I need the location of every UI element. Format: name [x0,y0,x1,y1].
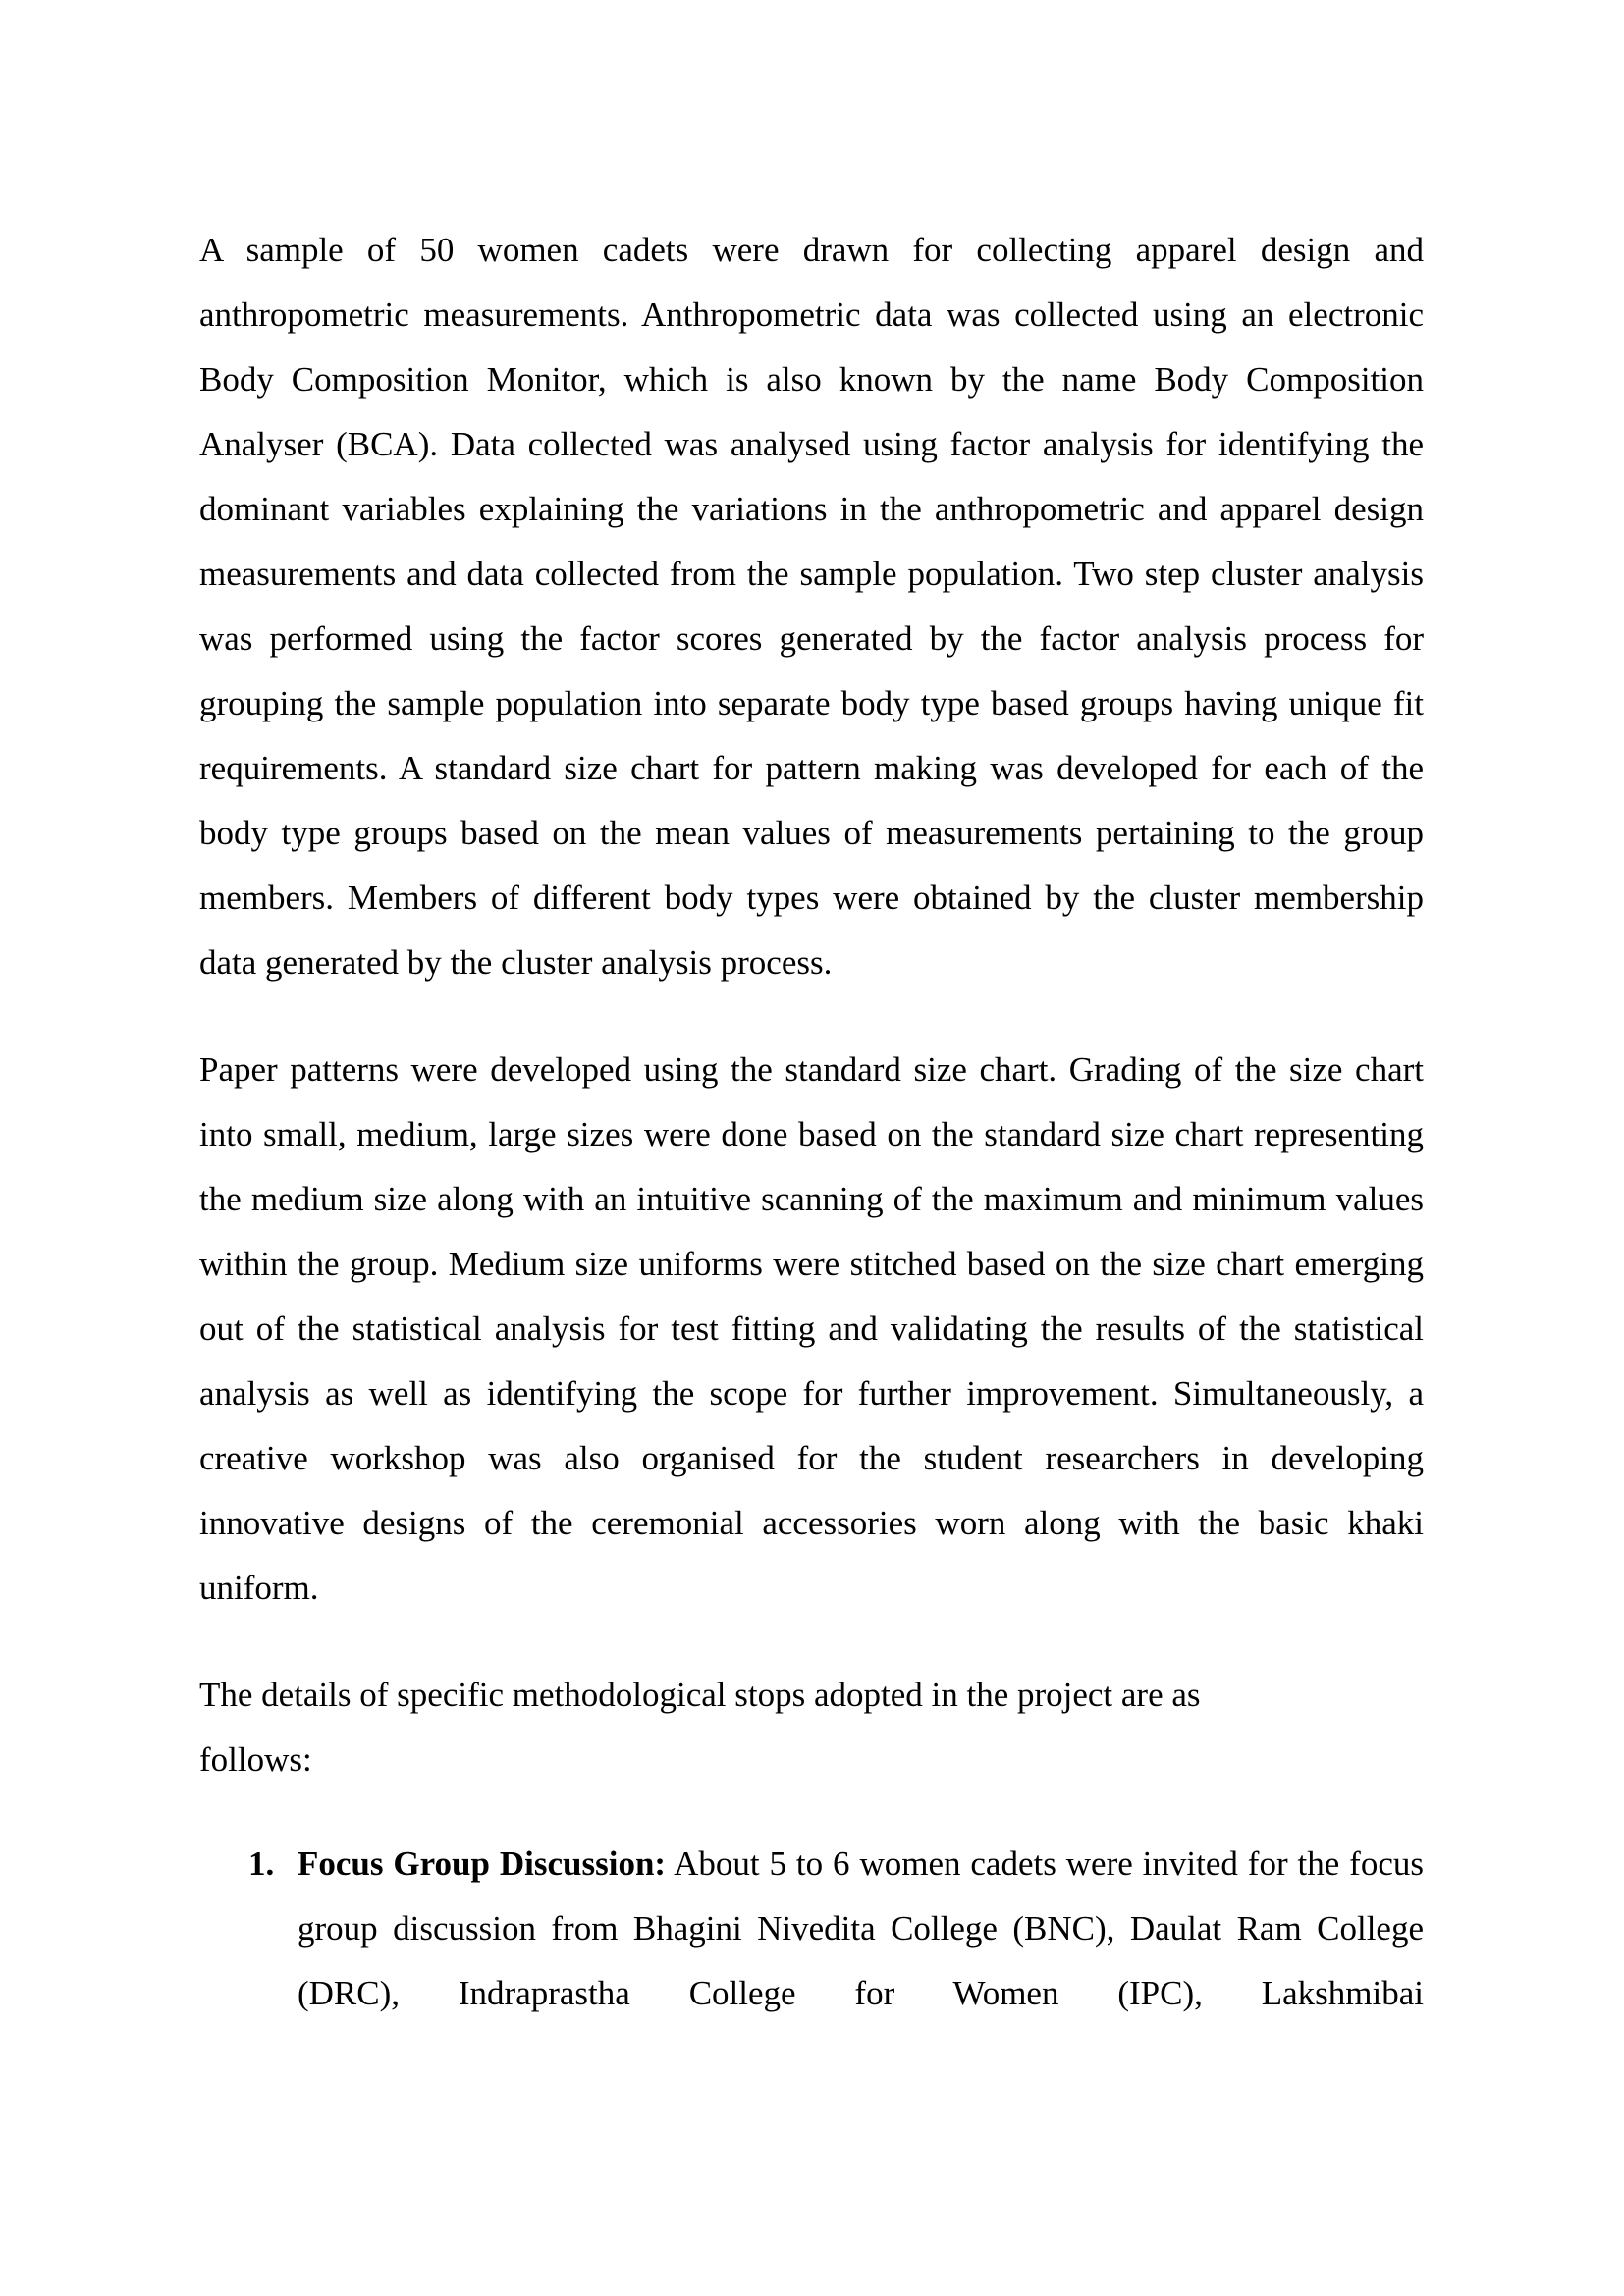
intro-line-1: The details of specific methodological stops adopted in the project are as [199,1676,1201,1714]
list-item-label: Focus Group Discussion: [298,1844,667,1883]
list-item-focus-group [199,1832,1424,2026]
list-item-body [298,1832,1424,2026]
list-item-number: 1. [248,1844,275,1883]
paragraph-paper-patterns: Paper patterns were developed using the standard size chart. Grading of the size chart into small, medium, large sizes were done based on the standard size chart representing the medium size along with an intuitive scanning of the maximum and minimum values within the group. Medium size uniforms were stitched based on the size chart emerging out of the statistical analysis for test fitting and validating the results of the statistical analysis as well as identifying the scope for further improvement. Simultaneously, a creative workshop was also organised for the student researchers in developing innovative designs of the ceremonial accessories worn along with the basic khaki uniform. [199,1050,1424,1607]
paragraph-sample-methodology: A sample of 50 women cadets were drawn for collecting apparel design and anthropometric measurements. Anthropometric data was collected using an electronic Body Composition Monitor, which is also known by the name Body Composition Analyser (BCA). Data collected was analysed using factor analysis for identifying the dominant variables explaining the variations in the anthropometric and apparel design measurements and data collected from the sample population. Two step cluster analysis was performed using the factor scores generated by the factor analysis process for grouping the sample population into separate body type based groups having unique fit requirements. A standard size chart for pattern making was developed for each of the body type groups based on the mean values of measurements pertaining to the group members. Members of different body types were obtained by the cluster membership data generated by the cluster analysis process. [199,231,1424,982]
list-item-text: About 5 to 6 women cadets were invited for the focus group discussion from Bhagini Nivedita College (BNC), Daulat Ram College (DRC), Indraprastha College for Women (IPC), Lakshmibai [298,1844,1424,2012]
intro-paragraph [199,1663,1424,1792]
intro-line-2: follows: [199,1740,312,1779]
